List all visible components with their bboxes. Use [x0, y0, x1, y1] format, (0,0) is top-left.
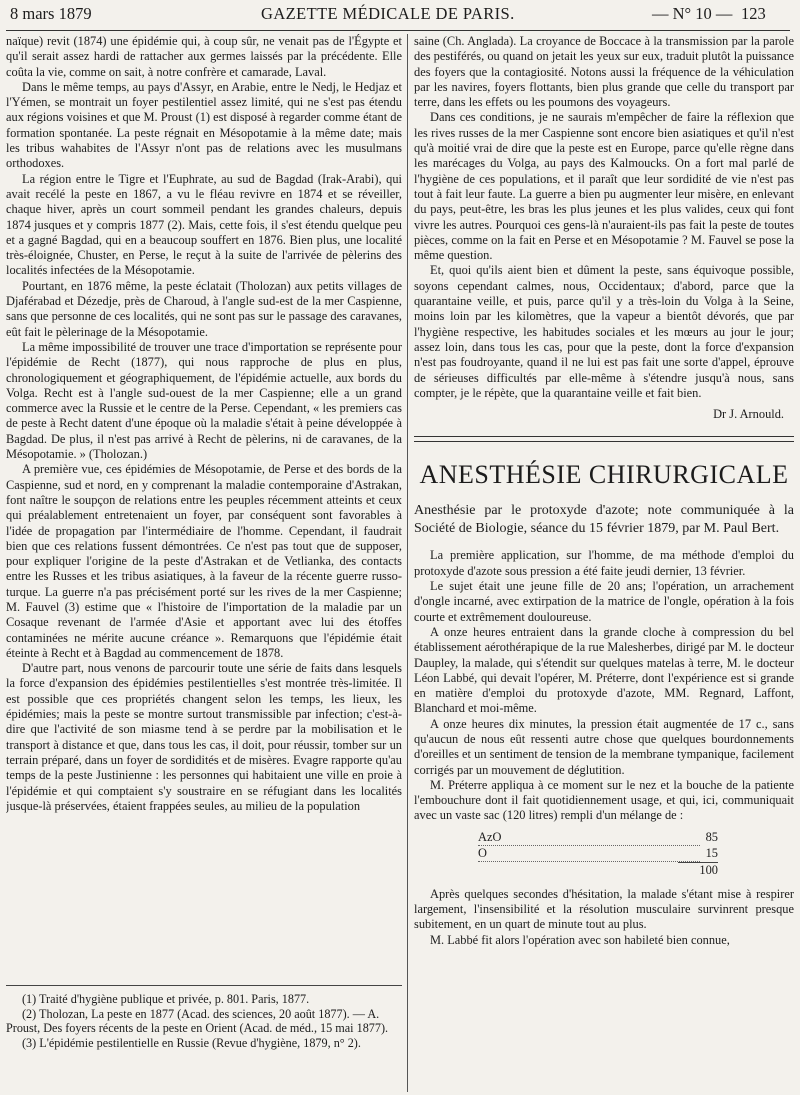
paragraph: Et, quoi qu'ils aient bien et dûment la peste, sans équivoque possible, soyons cependant calmes, nous, Occidentaux; d'abord, parce que la quarantaine veille, et puis, parce qu'il y a très-loin du Volga à la Seine, moins loin par les kilomètres, que la vapeur a bientôt dévorés, que par l'hygiène respective, les habitudes sociales et les mœurs au jour le jour; assez loin, dans tous les cas, pour que la peste, dont la force d'expansion n'est pas foudroyante, quand il ne lui est pas fait une sorte d'appel, éprouve de sérieuses difficultés par elle-même à s'étendre jusqu'à nous, sans compter, je le répète, que la quarantaine veille et fait bien.: [414, 263, 794, 400]
paragraph: La région entre le Tigre et l'Euphrate, au sud de Bagdad (Irak-Arabi), qui avait recélé la peste en 1867, a vu le fléau revivre en 1874 et se réveiller, chaque hiver, après un court sommeil pendant les grandes chaleurs, depuis 1874 jusques et y compris 1877 (2). Mais, cette fois, il s'est étendu quelque peu et a gagné Bagdad, qui en a beaucoup souffert en 1876. Bien plus, une localité très-éloignée, Chuster, en Perse, le reçut à la suite de l'arrivée de pèlerins des localités infectées de la Mésopotamie.: [6, 171, 402, 278]
gas-mixture-table: [478, 830, 718, 879]
footnote: (2) Tholozan, La peste en 1877 (Acad. des sciences, 20 août 1877). — A. Proust, Des foyers récents de la peste en Orient (Acad. de méd., 15 mai 1877).: [6, 1006, 389, 1036]
paragraph: Dans ces conditions, je ne saurais m'empêcher de faire la réflexion que les rives russes de la mer Caspienne sont encore bien asiatiques et qu'il n'est qu'à moitié vrai de dire que la peste est en Europe, parce qu'elle règne dans les marécages du Volga, au pays des Kalmoucks. On a fort mal parlé de l'hygiène de ces populations, et il paraît que leur sordidité de vie n'est pas tout à fait leur faute. La guerre a bien pu augmenter leur misère, en enlevant du pays, peut-être, les bras les plus jeunes et les plus valides, ceux qui font vivre les autres. Pourquoi ces gens-là n'auraient-ils pas fait la peste de toutes pièces, comme on la fait en Perse et en Mésopotamie ? M. Fauvel se pose la même question.: [414, 110, 794, 263]
paragraph: saine (Ch. Anglada). La croyance de Boccace à la transmission par la parole des pestiférés, ou quand on jetait les yeux sur eux, traduit plutôt la puissance des foyers que la contagiosité. Notons aussi la fréquence de la véhiculation par les navires, foyers flottants, bien plus grande que celle du transport par terre, dans les effets ou les poumons des voyageurs.: [414, 34, 794, 110]
paragraph: Après quelques secondes d'hésitation, la malade s'étant mise à respirer largement, l'insensibilité et la résolution musculaire survinrent presque subitement, en un quart de minute tout au plus.: [414, 886, 794, 932]
paragraph: A onze heures entraient dans la grande cloche à compression du bel établissement aérothérapique de la rue Malesherbes, dirigé par M. le docteur Daupley, la malade, qui s'étendit sur quelques matelas à terre, M. le docteur Léon Labbé, qui devait l'opérer, M. Préterre, dont l'expérience est si grande en matière d'emploi du protoxyde d'azote, MM. Regnard, Laffont, Blanchard et moi-même.: [414, 624, 794, 716]
paragraph: La première application, sur l'homme, de ma méthode d'emploi du protoxyde d'azote sous pression a été faite jeudi dernier, 13 février.: [414, 548, 794, 578]
paragraph: M. Préterre appliqua à ce moment sur le nez et la bouche de la patiente l'embouchure dont il fait quotidiennement usage, et qui, ici, communiquait avec un vaste sac (120 litres) rempli d'un mélange de :: [414, 777, 794, 823]
paragraph: Pourtant, en 1876 même, la peste éclatait (Tholozan) aux petits villages de Djaférabad et Dézedje, près de Charoud, à l'angle sud-est de la mer Caspienne, sans que personne de ces localités, qui ne sont pas sur le passage des caravanes, eût fait le pèlerinage de la Mésopotamie.: [6, 278, 402, 339]
mixture-value: 15: [705, 846, 718, 861]
issue-number: — N° 10 —: [652, 4, 733, 23]
paragraph: naïque) revit (1874) une épidémie qui, à coup sûr, ne venait pas de l'Égypte et qu'il serait assez hardi de rattacher aux germes laissés par la précédente. Elle coûta la vie, comme on sait, à notre confrère et camarade, Laval.: [6, 34, 402, 79]
page-number: 123: [741, 4, 766, 23]
journal-title: GAZETTE MÉDICALE DE PARIS.: [261, 4, 515, 23]
mixture-row: [478, 830, 718, 846]
issue-date: 8 mars 1879: [10, 4, 92, 23]
page-header: [6, 2, 790, 31]
mixture-row: [478, 846, 718, 862]
section-separator: [414, 436, 794, 442]
author-signature: Dr J. Arnould.: [713, 407, 784, 422]
left-column: [6, 34, 402, 1094]
footnote: (3) L'épidémie pestilentielle en Russie (Revue d'hygiène, 1879, n° 2).: [22, 1035, 361, 1050]
paragraph: La même impossibilité de trouver une trace d'importation se représente pour l'épidémie de Recht (1877), qui nous rapproche de plus en plus, chronologiquement et géographiquement, de l'épidémie actuelle, aux bords du Volga. Recht est à l'angle sud-ouest de la mer Caspienne; elle a un grand commerce avec la Russie et le centre de la Perse. Cependant, « les premiers cas de peste à Recht datent d'une époque où la maladie s'était à peine développée à Bagdad. De plus, il n'est pas arrivé à Recht de pèlerins, ni de caravanes, de la Mésopotamie. » (Tholozan.): [6, 339, 402, 462]
paragraph: D'autre part, nous venons de parcourir toute une série de faits dans lesquels la force d'expansion des épidémies pestilentielles s'est montrée très-limitée. Il est possible que ces propriétés changent selon les temps, les lieux, les épidémies; mais la peste se montre surtout transmissible par infection; c'est-à-dire que l'activité de son miasme tend à se perdre par la mobilisation et le transport à distance et que, dans tous les cas, il doit, pour réussir, tomber sur un terrain préparé, dans un foyer de sordidités et de misères. Evagre rapporte qu'au temps de la peste Justinienne : les personnes qui habitaient une ville en proie à l'épidémie et qui comptaient s'y soustraire en se réfugiant dans les localités jusque-là préservées, étaient frappées seules, au milieu de la population: [6, 661, 402, 813]
paragraph: A onze heures dix minutes, la pression était augmentée de 17 c., sans qu'aucun de nous eût ressenti autre chose que quelques bourdonnements d'oreilles et un sentiment de tension de la membrane tympanique, facilement corrigés par un mouvement de déglutition.: [414, 716, 794, 777]
mixture-label: AzO: [478, 830, 700, 846]
paragraph: A première vue, ces épidémies de Mésopotamie, de Perse et des bords de la Caspienne, sud et nord, en y comprenant la maladie contemporaine d'Astrakan, font naître le soupçon de relations entre les peuples récemment atteints et ceux qui préalablement entretenaient un foyer, par conséquent sont favorables à l'idée de propagation par l'intermédiaire de l'homme. Cependant, il faudrait bien que ces relations fussent démontrées. Ce n'est pas tout que de supposer, pour expliquer l'origine de la peste d'Astrakan et de Vetlianka, des contacts entre les Russes et les tribus asiatiques, à la faveur de la récente guerre russo-turque. La guerre n'a pas précisément porté sur les rives de la mer Caspienne; M. Fauvel (3) estime que « l'histoire de l'importation de la maladie par un Cosaque revenant de l'armée d'Asie et apportant avec lui des étoffes contaminées ne mérite aucune créance ». Remarquons que l'épidémie était éteinte à Recht et à Bagdad au commencement de 1878.: [6, 462, 402, 660]
paragraph: Le sujet était une jeune fille de 20 ans; l'opération, un arrachement d'ongle incarné, avec extirpation de la matrice de l'ongle, opération à la fois courte et extrêmement douloureuse.: [414, 579, 794, 624]
section-title: ANESTHÉSIE CHIRURGICALE: [419, 460, 789, 490]
column-divider: [407, 34, 408, 1092]
paragraph: M. Labbé fit alors l'opération avec son habileté bien connue,: [430, 932, 730, 947]
article-heading: Anesthésie par le protoxyde d'azote; note communiquée à la Société de Biologie, séance du 15 février 1879, par M. Paul Bert.: [414, 503, 794, 537]
footnotes: [6, 985, 402, 1050]
paragraph: Dans le même temps, au pays d'Assyr, en Arabie, entre le Nedj, le Hedjaz et l'Yémen, se montrait un foyer pestilentiel assez limité, qui ne s'est pas étendu aux régions voisines et que M. Proust (1) est disposé à regarder comme étant de formation spontanée. La peste régnait en Mésopotamie à la même date; mais les tribus wahabites de l'Assyr n'ont pas de relations avec les musulmans orthodoxes.: [6, 79, 402, 171]
mixture-value: 85: [705, 829, 718, 844]
right-column: [414, 34, 794, 1094]
footnote: (1) Traité d'hygiène publique et privée, p. 801. Paris, 1877.: [22, 992, 310, 1006]
footnote-rule: [6, 985, 402, 986]
mixture-label: O: [478, 846, 700, 862]
mixture-total: 100: [678, 862, 718, 878]
